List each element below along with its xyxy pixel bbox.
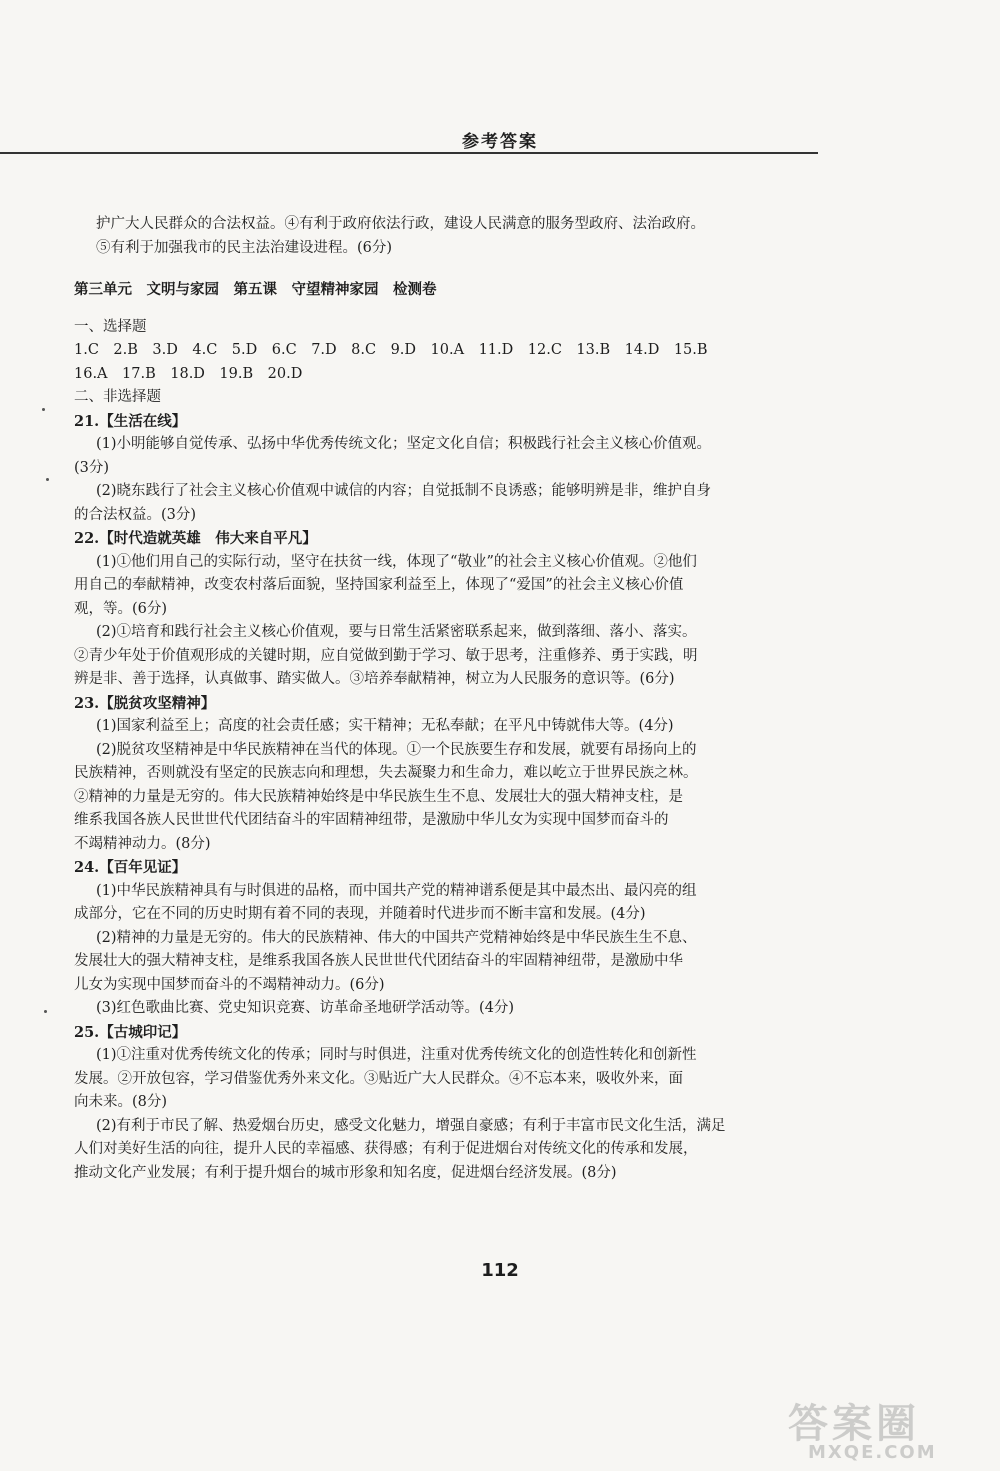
unit-title: 第三单元 文明与家园 第五课 守望精神家园 检测卷 [74,281,437,298]
question-heading: 23.【脱贫攻坚精神】 [74,694,216,712]
answer-line: 观，等。(6分) [74,600,168,617]
answer-line: 不竭精神动力。(8分) [74,835,211,852]
answer-line: (3)红色歌曲比赛、党史知识竞赛、访革命圣地研学活动等。(4分) [96,1000,515,1016]
question-heading: 25.【古城印记】 [74,1023,187,1041]
question-heading: 21.【生活在线】 [74,412,187,430]
answer-line: (1)①他们用自己的实际行动，坚守在扶贫一线，体现了“敬业”的社会主义核心价值观。②他们 [96,553,697,570]
answer-line: ②青少年处于价值观形成的关键时期，应自觉做到勤于学习、敏于思考，注重修养、勇于实践，明 [74,647,698,664]
answer-line: (1)中华民族精神具有与时俱进的品格，而中国共产党的精神谱系便是其中最杰出、最闪亮的组 [96,882,697,899]
question-block [74,856,824,1021]
answer-line: 民族精神，否则就没有坚定的民族志向和理想，失去凝聚力和生命力，难以屹立于世界民族之林。 [74,765,698,781]
choice-answers-row: 1.C 2.B 3.D 4.C 5.D 6.C 7.D 8.C 9.D 10.A 11.D 12.C 13.B 14.D 15.B [74,342,708,358]
answer-line: 人们对美好生活的向往，提升人民的幸福感、获得感；有利于促进烟台对传统文化的传承和发展， [74,1141,698,1157]
answer-line: 成部分，它在不同的历史时期有着不同的表现，并随着时代进步而不断丰富和发展。(4分) [74,906,646,922]
intro-line: ⑤有利于加强我市的民主法治建设进程。(6分) [96,239,393,256]
choice-answers-row: 16.A 17.B 18.D 19.B 20.D [74,365,303,382]
answer-line: 儿女为实现中国梦而奋斗的不竭精神动力。(6分) [74,976,385,993]
question-block [74,527,824,692]
watermark-main-text: 答案圈 [788,1401,920,1447]
answer-line: (1)①注重对优秀传统文化的传承；同时与时俱进，注重对优秀传统文化的创造性转化和创新性 [96,1047,697,1063]
answer-line: (3分) [74,459,110,476]
scan-speck [46,478,49,481]
answer-line: ②精神的力量是无穷的。伟大民族精神始终是中华民族生生不息、发展壮大的强大精神支柱，是 [74,788,683,805]
page-number: 112 [481,1260,519,1281]
scan-speck [44,1010,47,1013]
answer-line: 用自己的奉献精神，改变农村落后面貌，坚持国家利益至上，体现了“爱国”的社会主义核心价值 [74,577,684,593]
answer-line: 推动文化产业发展；有利于提升烟台的城市形象和知名度，促进烟台经济发展。(8分) [74,1164,617,1181]
answer-line: (2)晓东践行了社会主义核心价值观中诚信的内容；自觉抵制不良诱惑；能够明辨是非，维护自身 [96,483,712,499]
question-heading: 24.【百年见证】 [74,859,187,876]
answer-line: 维系我国各族人民世世代代团结奋斗的牢固精神纽带，是激励中华儿女为实现中国梦而奋斗的 [74,812,669,828]
answer-line: 辨是非、善于选择，认真做事、踏实做人。③培养奉献精神，树立为人民服务的意识等。(6分) [74,671,675,687]
answer-line: (2)有利于市民了解、热爱烟台历史，感受文化魅力，增强自豪感；有利于丰富市民文化生活，满足 [96,1117,726,1134]
answer-line: (1)小明能够自觉传承、弘扬中华优秀传统文化；坚定文化自信；积极践行社会主义核心价值观。 [96,436,712,452]
question-block [74,692,824,857]
answer-line: 发展壮大的强大精神支柱，是维系我国各族人民世世代代团结奋斗的牢固精神纽带，是激励中华 [74,953,683,969]
section-heading-nonchoice: 二、非选择题 [74,389,161,405]
question-heading: 22.【时代造就英雄 伟大来自平凡】 [74,530,317,547]
answer-line: 的合法权益。(3分) [74,506,197,523]
intro-line: 护广大人民群众的合法权益。④有利于政府依法行政，建设人民满意的服务型政府、法治政府。 [96,216,705,232]
page-header-title: 参考答案 [462,132,538,152]
answer-line: 发展。②开放包容，学习借鉴优秀外来文化。③贴近广大人民群众。④不忘本来，吸收外来，面 [74,1070,683,1087]
answer-content [74,213,824,1185]
answer-line: (2)①培育和践行社会主义核心价值观，要与日常生活紧密联系起来，做到落细、落小、落实。 [96,624,697,640]
watermark-sub-text: MXQE.COM [808,1442,937,1463]
answer-line: (2)脱贫攻坚精神是中华民族精神在当代的体现。①一个民族要生存和发展，就要有昂扬向上的 [96,741,697,758]
answer-line: (2)精神的力量是无穷的。伟大的民族精神、伟大的中国共产党精神始终是中华民族生生不息、 [96,929,697,946]
scan-speck [42,408,45,411]
answer-line: 向未来。(8分) [74,1094,168,1110]
answer-line: (1)国家利益至上；高度的社会责任感；实干精神；无私奉献；在平凡中铸就伟大等。(4分) [96,718,674,734]
question-block [74,410,824,528]
watermark-logo [768,1392,993,1468]
question-block [74,1021,824,1186]
header-divider [0,152,818,154]
section-heading-choice: 一、选择题 [74,318,147,335]
